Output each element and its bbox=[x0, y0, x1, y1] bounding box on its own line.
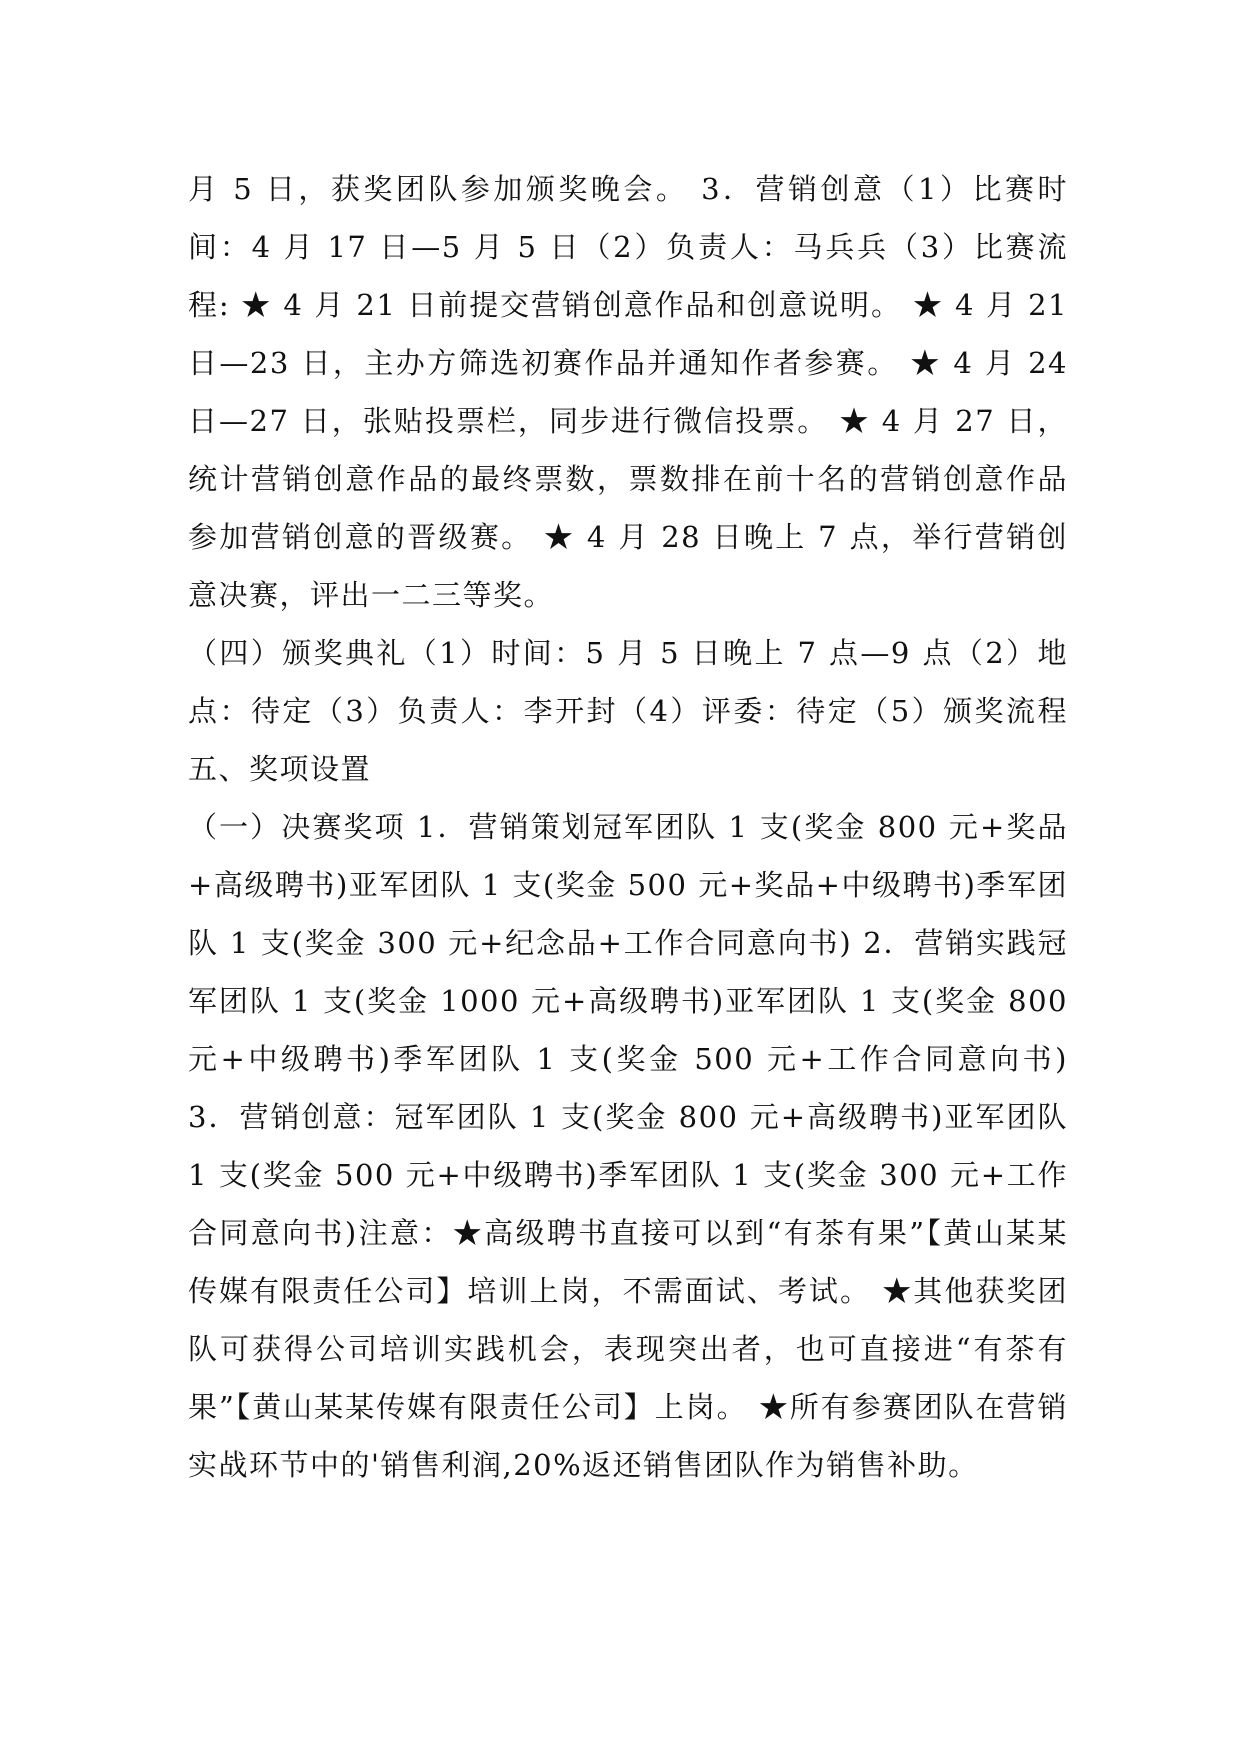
document-body bbox=[188, 160, 1068, 1494]
paragraph-award-ceremony: （四）颁奖典礼（1）时间：5 月 5 日晚上 7 点—9 点（2）地点：待定（3）负责人：李开封（4）评委：待定（5）颁奖流程五、奖项设置 bbox=[188, 636, 1068, 786]
paragraph-marketing-creativity: 月 5 日，获奖团队参加颁奖晚会。 3．营销创意（1）比赛时间：4 月 17 日—5 月 5 日（2）负责人：马兵兵（3）比赛流程: ★ 4 月 21 日前提交营销创意作品和创意说明。 ★ 4 月 21 日—23 日，主办方筛选初赛作品并通知作者参赛。 ★ 4 月 24 日—27 日，张贴投票栏，同步进行微信投票。 ★ 4 月 27 日，统计营销创意作品的最终票数，票数排在前十名的营销创意作品参加营销创意的晋级赛。 ★ 4 月 28 日晚上 7 点，举行营销创意决赛，评出一二三等奖。 bbox=[188, 172, 1068, 612]
paragraph-award-settings: （一）决赛奖项 1．营销策划冠军团队 1 支(奖金 800 元+奖品+高级聘书)亚军团队 1 支(奖金 500 元+奖品+中级聘书)季军团队 1 支(奖金 300 元+纪念品+工作合同意向书) 2．营销实践冠军团队 1 支(奖金 1000 元+高级聘书)亚军团队 1 支(奖金 800 元+中级聘书)季军团队 1 支(奖金 500 元+工作合同意向书) 3．营销创意：冠军团队 1 支(奖金 800 元+高级聘书)亚军团队 1 支(奖金 500 元+中级聘书)季军团队 1 支(奖金 300 元+工作合同意向书)注意：★高级聘书直接可以到“有茶有果”【黄山某某传媒有限责任公司】培训上岗，不需面试、考试。 ★其他获奖团队可获得公司培训实践机会，表现突出者，也可直接进“有茶有果”【黄山某某传媒有限责任公司】上岗。 ★所有参赛团队在营销实战环节中的'销售利润,20%返还销售团队作为销售补助。 bbox=[188, 810, 1068, 1482]
